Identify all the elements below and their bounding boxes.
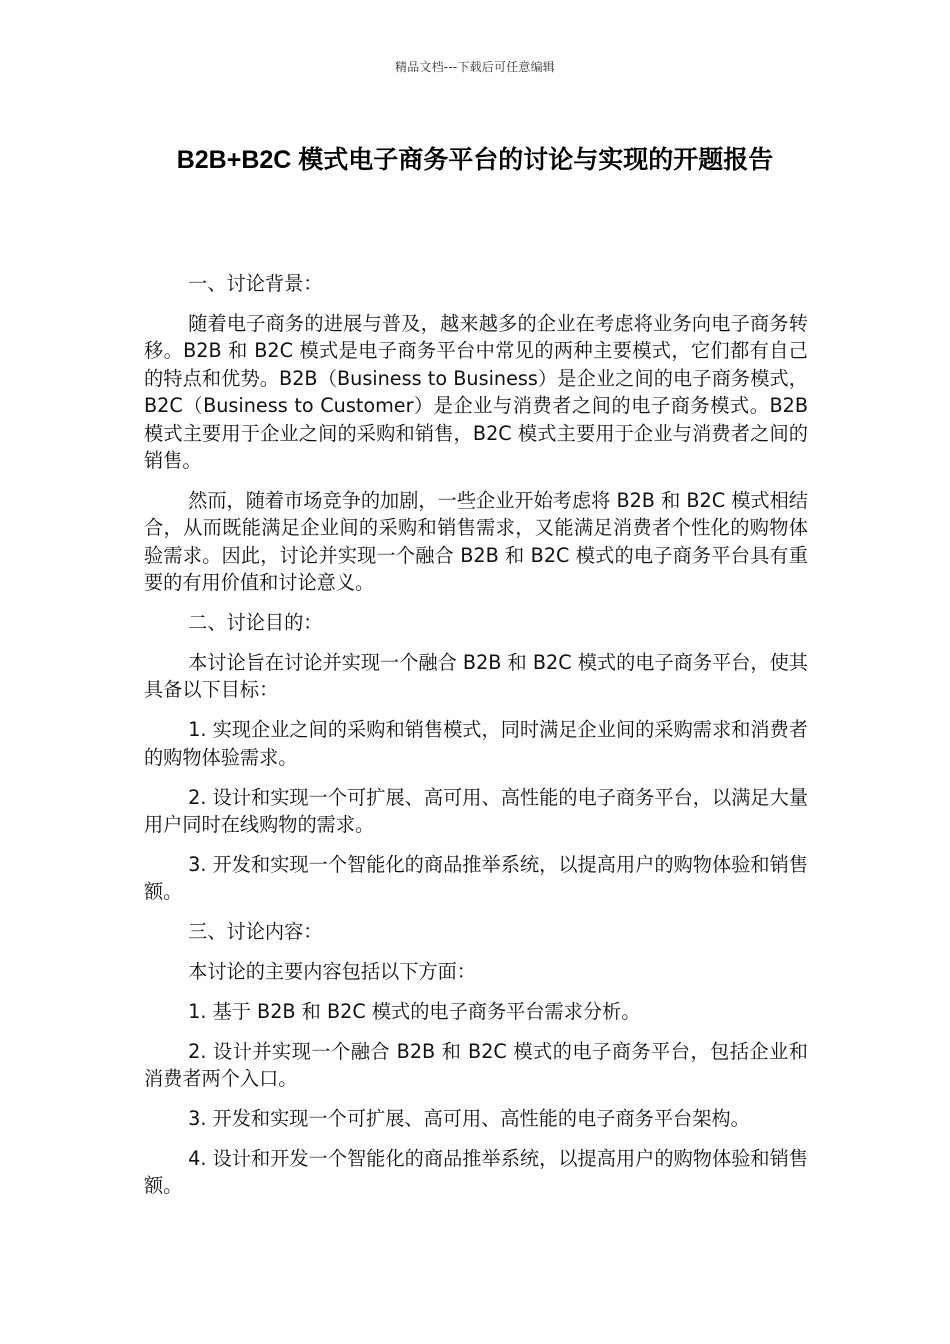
paragraph: 然而，随着市场竞争的加剧，一些企业开始考虑将 B2B 和 B2C 模式相结合，从而既能满足企业间的采购和销售需求，又能满足消费者个性化的购物体验需求。因此，讨论并实现一个融合 B2B 和 B2C 模式的电子商务平台具有重要的有用价值和讨论意义。 xyxy=(144,488,808,595)
list-item: 2. 设计和实现一个可扩展、高可用、高性能的电子商务平台，以满足大量用户同时在线购物的需求。 xyxy=(144,785,808,836)
list-item: 3. 开发和实现一个可扩展、高可用、高性能的电子商务平台架构。 xyxy=(188,1107,750,1131)
document-title: B2B+B2C 模式电子商务平台的讨论与实现的开题报告 xyxy=(176,146,774,174)
list-item: 3. 开发和实现一个智能化的商品推举系统，以提高用户的购物体验和销售额。 xyxy=(144,852,808,904)
document-body xyxy=(144,270,808,1212)
list-item: 1. 实现企业之间的采购和销售模式，同时满足企业间的采购需求和消费者的购物体验需求。 xyxy=(144,718,808,769)
section-heading-content: 三、讨论内容： xyxy=(188,920,323,944)
header-note: 精品文档---下载后可任意编辑 xyxy=(395,60,555,74)
paragraph: 本讨论的主要内容包括以下方面： xyxy=(188,960,476,984)
paragraph: 本讨论旨在讨论并实现一个融合 B2B 和 B2C 模式的电子商务平台，使其具备以下目标： xyxy=(144,650,808,702)
list-item: 2. 设计并实现一个融合 B2B 和 B2C 模式的电子商务平台，包括企业和消费者两个入口。 xyxy=(144,1039,808,1091)
list-item: 4. 设计和开发一个智能化的商品推举系统，以提高用户的购物体验和销售额。 xyxy=(144,1147,808,1198)
paragraph: 随着电子商务的进展与普及，越来越多的企业在考虑将业务向电子商务转移。B2B 和 B2C 模式是电子商务平台中常见的两种主要模式，它们都有自己的特点和优势。B2B（Business to Business）是企业之间的电子商务模式，B2C（Business to Customer）是企业与消费者之间的电子商务模式。B2B 模式主要用于企业之间的采购和销售，B2C 模式主要用于企业与消费者之间的销售。 xyxy=(144,311,808,472)
section-heading-background: 一、讨论背景： xyxy=(188,272,323,295)
list-item: 1. 基于 B2B 和 B2C 模式的电子商务平台需求分析。 xyxy=(188,999,641,1023)
section-heading-purpose: 二、讨论目的： xyxy=(188,610,323,634)
